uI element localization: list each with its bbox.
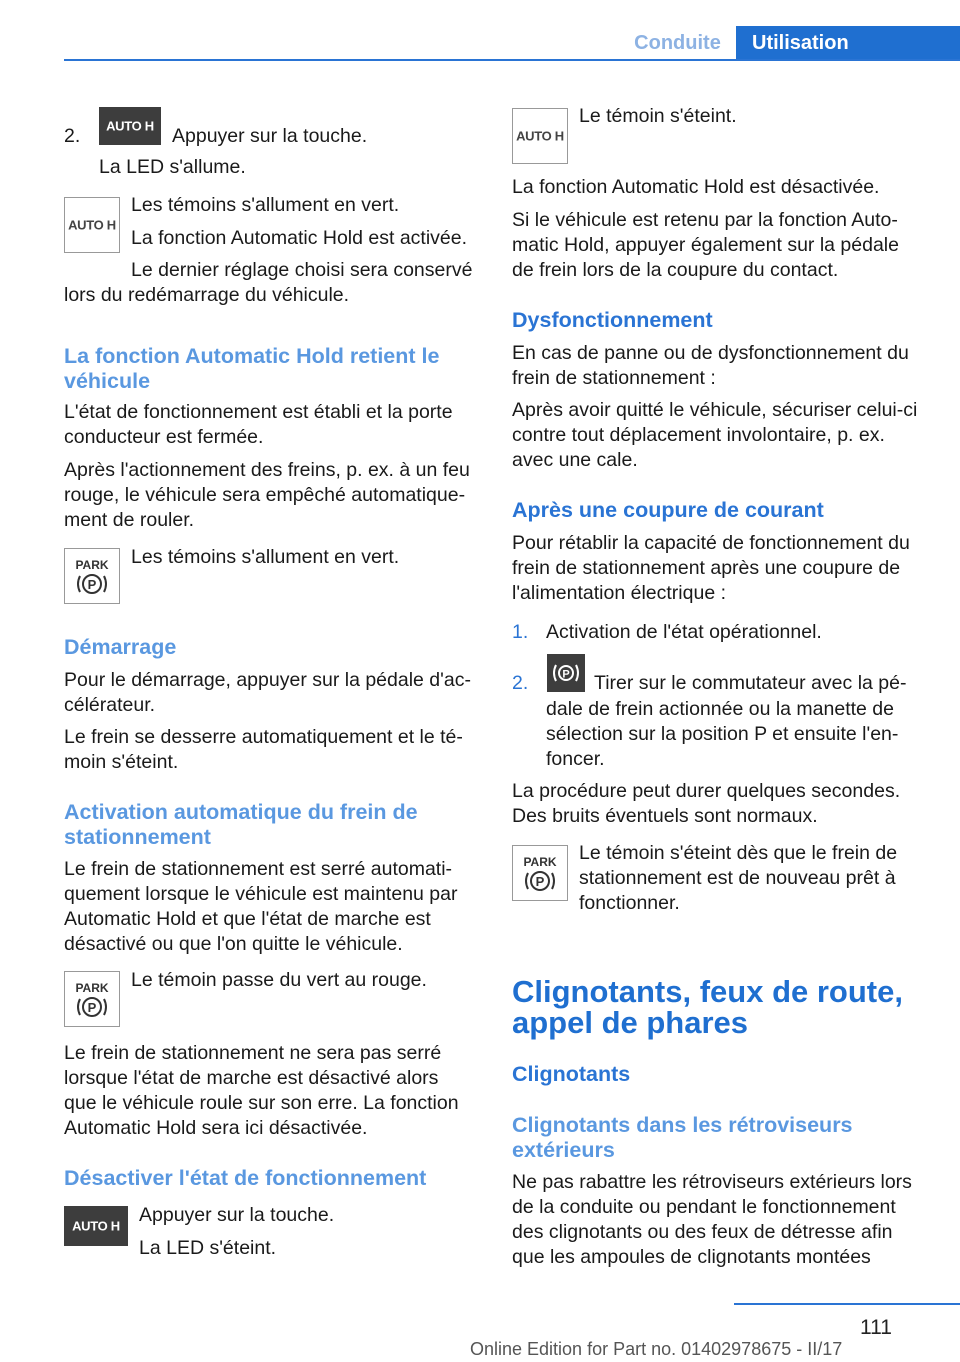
header-rule bbox=[64, 59, 960, 61]
paragraph: Le frein de stationnement ne sera pas serré bbox=[64, 1042, 442, 1064]
led-off-text: La LED s'éteint. bbox=[139, 1237, 277, 1259]
paragraph: Si le véhicule est retenu par la fonction Auto‐ bbox=[512, 209, 898, 231]
svg-text:P: P bbox=[562, 668, 570, 681]
paragraph: frein de stationnement après une coupure de bbox=[512, 557, 901, 579]
heading-retient: La fonction Automatic Hold retient le bbox=[64, 344, 440, 368]
lamp-red-text: Le témoin passe du vert au rouge. bbox=[131, 969, 427, 991]
paragraph: Automatic Hold et que l'état de marche est bbox=[64, 908, 431, 930]
paragraph: rouge, le véhicule sera empêché automatique‐ bbox=[64, 484, 466, 506]
step-text: sélection sur la position P et ensuite l'en‐ bbox=[546, 723, 899, 745]
svg-text:PARK: PARK bbox=[75, 981, 109, 995]
heading-retroviseurs-2: extérieurs bbox=[512, 1138, 615, 1162]
paragraph: frein de stationnement : bbox=[512, 367, 716, 389]
paragraph: de la conduite ou pendant le fonctionnement bbox=[512, 1196, 896, 1218]
step-number: 2. bbox=[64, 125, 81, 147]
paragraph: Ne pas rabattre les rétroviseurs extérieurs lors bbox=[512, 1171, 912, 1193]
heading-activation: Activation automatique du frein de bbox=[64, 800, 418, 824]
last-setting-text: Le dernier réglage choisi sera conservé bbox=[131, 259, 473, 281]
paragraph: moin s'éteint. bbox=[64, 751, 179, 773]
paragraph: Pour rétablir la capacité de fonctionnement du bbox=[512, 532, 910, 554]
press-key-text: Appuyer sur la touche. bbox=[139, 1204, 335, 1226]
heading-retient-2: véhicule bbox=[64, 369, 151, 393]
paragraph: Après avoir quitté le véhicule, sécuriser celui-ci bbox=[512, 399, 918, 421]
paragraph: Des bruits éventuels sont normaux. bbox=[512, 805, 818, 827]
lamp-off-text: Le témoin s'éteint. bbox=[579, 105, 737, 127]
auto-h-indicator-icon: AUTO H bbox=[512, 108, 568, 164]
paragraph: Le frein se desserre automatiquement et le té‐ bbox=[64, 726, 463, 748]
paragraph: des clignotants ou des feux de détresse afin bbox=[512, 1221, 893, 1243]
heading-dysfonctionnement: Dysfonctionnement bbox=[512, 308, 713, 332]
led-on-text: La LED s'allume. bbox=[99, 156, 246, 178]
auto-h-indicator-icon: AUTO H bbox=[64, 197, 120, 253]
paragraph: ment de rouler. bbox=[64, 509, 195, 531]
svg-text:PARK: PARK bbox=[75, 558, 109, 572]
step-number: 1. bbox=[512, 621, 529, 643]
paragraph: La fonction Automatic Hold est désactivée. bbox=[512, 176, 880, 198]
paragraph: conducteur est fermée. bbox=[64, 426, 264, 448]
paragraph: de frein lors de la coupure du contact. bbox=[512, 259, 839, 281]
paragraph: lorsque l'état de marche est désactivé alors bbox=[64, 1067, 439, 1089]
step-number: 2. bbox=[512, 672, 529, 694]
paragraph: contre tout déplacement involontaire, p. ex. bbox=[512, 424, 885, 446]
step-text: Tirer sur le commutateur avec la pé‐ bbox=[594, 672, 907, 694]
lamp-green-text: Les témoins s'allument en vert. bbox=[131, 194, 400, 216]
auto-h-button-icon: AUTO H bbox=[64, 1206, 128, 1246]
park-brake-icon bbox=[64, 971, 120, 1027]
paragraph: quement lorsque le véhicule est maintenu par bbox=[64, 883, 458, 905]
footer-rule bbox=[734, 1303, 960, 1305]
auto-h-button-icon: AUTO H bbox=[99, 107, 161, 145]
paragraph: que le véhicule roule sur son erre. La fonction bbox=[64, 1092, 459, 1114]
step-text: Appuyer sur la touche. bbox=[172, 125, 368, 147]
paragraph: Le frein de stationnement est serré automati‐ bbox=[64, 858, 453, 880]
heading-desactiver: Désactiver l'état de fonctionnement bbox=[64, 1166, 427, 1190]
lamp-ready-text: fonctionner. bbox=[579, 892, 680, 914]
heading-activation-2: stationnement bbox=[64, 825, 211, 849]
park-brake-icon bbox=[512, 845, 568, 901]
paragraph: La procédure peut durer quelques secondes. bbox=[512, 780, 901, 802]
paragraph: désactivé ou que l'on quitte le véhicule. bbox=[64, 933, 403, 955]
lamp-ready-text: Le témoin s'éteint dès que le frein de bbox=[579, 842, 898, 864]
paragraph: Après l'actionnement des freins, p. ex. à un feu bbox=[64, 459, 470, 481]
paragraph: avec une cale. bbox=[512, 449, 638, 471]
last-setting-text-2: lors du redémarrage du véhicule. bbox=[64, 284, 350, 306]
lamp-ready-text: stationnement est de nouveau prêt à bbox=[579, 867, 896, 889]
parking-brake-switch-icon bbox=[547, 654, 585, 692]
tab-utilisation[interactable]: Utilisation bbox=[736, 26, 960, 61]
lamp-green-text-2: Les témoins s'allument en vert. bbox=[131, 546, 400, 568]
paragraph: Pour le démarrage, appuyer sur la pédale d'ac‐ bbox=[64, 669, 471, 691]
paragraph: que les ampoules de clignotants montées bbox=[512, 1246, 871, 1268]
heading-coupure: Après une coupure de courant bbox=[512, 498, 824, 522]
section-title-2: appel de phares bbox=[512, 1005, 749, 1040]
paragraph: matic Hold, appuyer également sur la pédale bbox=[512, 234, 899, 256]
heading-retroviseurs: Clignotants dans les rétroviseurs bbox=[512, 1113, 853, 1137]
page-number: 111 bbox=[860, 1316, 892, 1339]
tab-conduite[interactable]: Conduite bbox=[634, 32, 721, 54]
section-title: Clignotants, feux de route, bbox=[512, 974, 903, 1009]
ah-active-text: La fonction Automatic Hold est activée. bbox=[131, 227, 468, 249]
step-text: foncer. bbox=[546, 748, 605, 770]
heading-clignotants: Clignotants bbox=[512, 1062, 631, 1086]
paragraph: Automatic Hold sera ici désactivée. bbox=[64, 1117, 368, 1139]
park-brake-icon bbox=[64, 548, 120, 604]
svg-text:PARK: PARK bbox=[523, 855, 557, 869]
heading-demarrage: Démarrage bbox=[64, 635, 177, 659]
edition-footer: Online Edition for Part no. 01402978675 - II/17 bbox=[470, 1339, 843, 1359]
paragraph: L'état de fonctionnement est établi et la porte bbox=[64, 401, 453, 423]
paragraph: En cas de panne ou de dysfonctionnement du bbox=[512, 342, 909, 364]
svg-text:P: P bbox=[87, 577, 97, 592]
paragraph: l'alimentation électrique : bbox=[512, 582, 727, 604]
step-text: dale de frein actionnée ou la manette de bbox=[546, 698, 895, 720]
svg-text:P: P bbox=[87, 1000, 97, 1015]
svg-text:P: P bbox=[535, 874, 545, 889]
paragraph: célérateur. bbox=[64, 694, 156, 716]
step-text: Activation de l'état opérationnel. bbox=[546, 621, 822, 643]
